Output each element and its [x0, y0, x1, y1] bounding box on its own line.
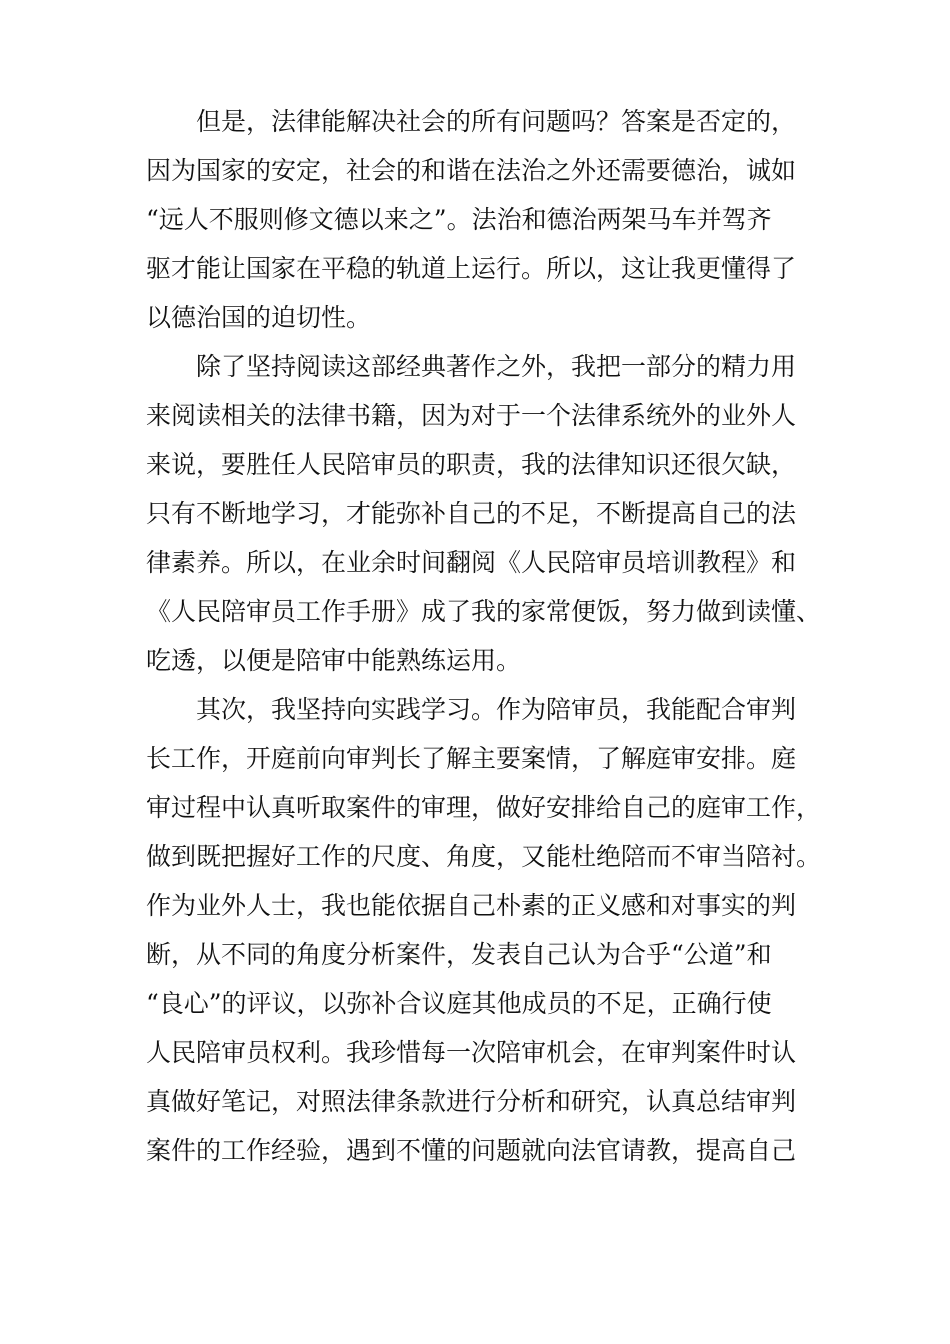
text-line: 因为国家的安定，社会的和谐在法治之外还需要德治，诚如 [146, 156, 797, 185]
document-body [146, 97, 826, 1175]
text-line: 只有不断地学习，才能弥补自己的不足，不断提高自己的法 [146, 499, 797, 528]
text-line: 人民陪审员权利。我珍惜每一次陪审机会，在审判案件时认 [146, 1038, 797, 1067]
paragraph-practice [146, 685, 826, 1175]
text-line: 以德治国的迫切性。 [146, 303, 372, 332]
text-line: 真做好笔记，对照法律条款进行分析和研究，认真总结审判 [146, 1087, 797, 1116]
text-line: 长工作，开庭前向审判长了解主要案情，了解庭审安排。庭 [146, 744, 797, 773]
text-line: 作为业外人士，我也能依据自己朴素的正义感和对事实的判 [146, 891, 797, 920]
text-line: 《人民陪审员工作手册》成了我的家常便饭，努力做到读懂、 [146, 597, 822, 626]
text-line: “远人不服则修文德以来之”。法治和德治两架马车并驾齐 [146, 205, 772, 234]
text-line: 驱才能让国家在平稳的轨道上运行。所以，这让我更懂得了 [146, 254, 797, 283]
text-line: 除了坚持阅读这部经典著作之外，我把一部分的精力用 [196, 352, 797, 381]
text-line: 吃透，以便是陪审中能熟练运用。 [146, 646, 522, 675]
text-line: 案件的工作经验，遇到不懂的问题就向法官请教，提高自己 [146, 1136, 797, 1165]
text-line: 做到既把握好工作的尺度、角度，又能杜绝陪而不审当陪衬。 [146, 842, 822, 871]
text-line: 来阅读相关的法律书籍，因为对于一个法律系统外的业外人 [146, 401, 797, 430]
paragraph-legal-study [146, 342, 826, 685]
text-line: 审过程中认真听取案件的审理，做好安排给自己的庭审工作， [146, 793, 822, 822]
text-line: 来说，要胜任人民陪审员的职责，我的法律知识还很欠缺， [146, 450, 797, 479]
text-line: 其次，我坚持向实践学习。作为陪审员，我能配合审判 [196, 695, 797, 724]
paragraph-rule-by-virtue [146, 97, 826, 342]
text-line: 但是，法律能解决社会的所有问题吗？答案是否定的， [196, 107, 797, 136]
text-line: 律素养。所以，在业余时间翻阅《人民陪审员培训教程》和 [146, 548, 797, 577]
text-line: “良心”的评议，以弥补合议庭其他成员的不足，正确行使 [146, 989, 772, 1018]
text-line: 断，从不同的角度分析案件，发表自己认为合乎“公道”和 [146, 940, 772, 969]
